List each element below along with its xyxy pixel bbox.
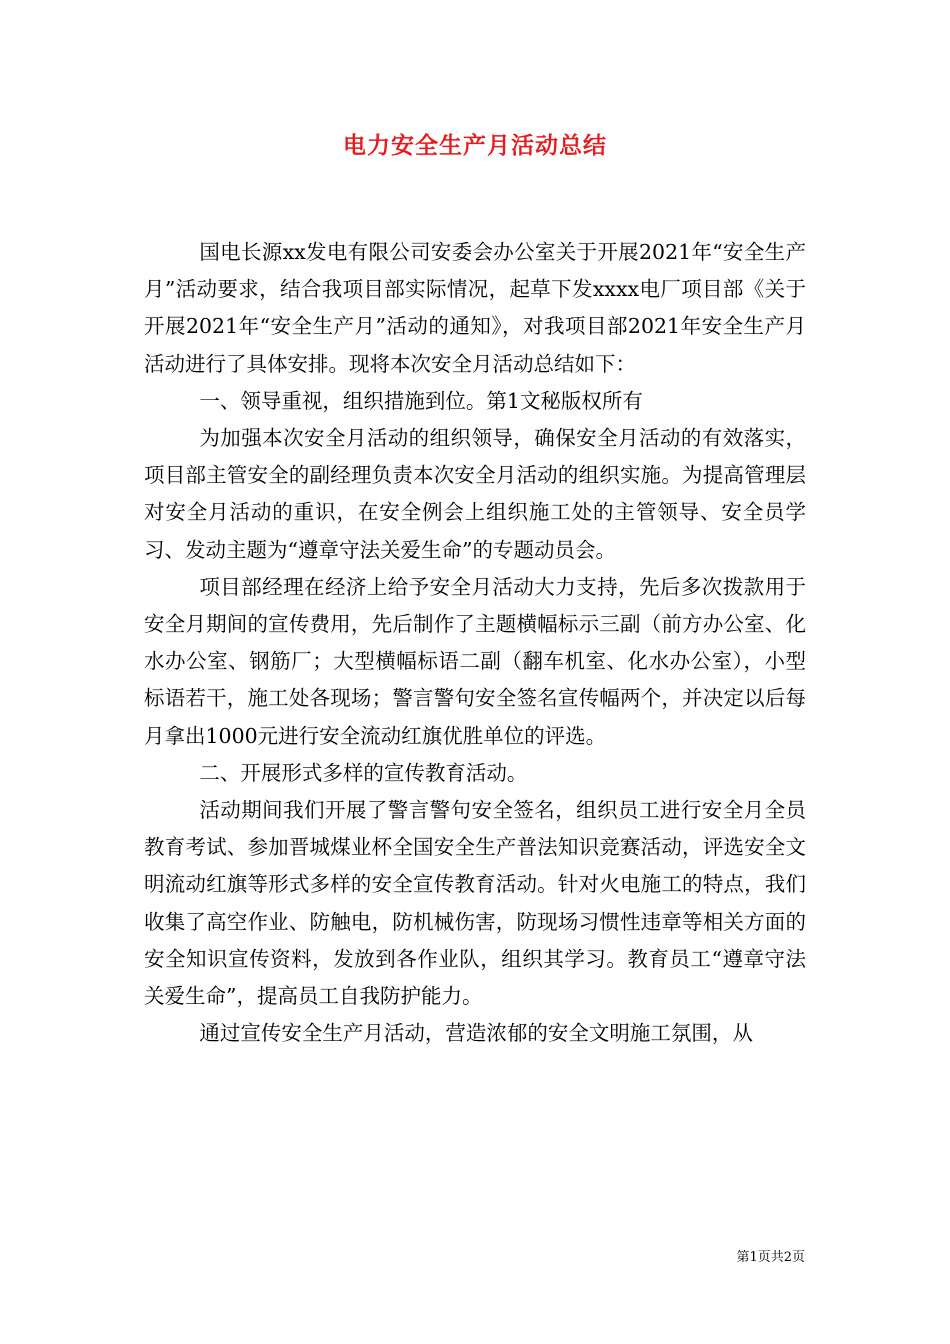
paragraph-funding: 项目部经理在经济上给予安全月活动大力支持，先后多次拨款用于安全月期间的宣传费用，先后制作了主题横幅标示三副（前方办公室、化水办公室、钢筋厂；大型横幅标语二副（翻车机室、化水办公室），小型标语若干，施工处各现场；警言警句安全签名宣传幅两个，并决定以后每月拿出1000元进行安全流动红旗优胜单位的评选。 [144, 574, 806, 748]
section-heading-leadership: 一、领导重视，组织措施到位。第1文秘版权所有 [199, 388, 643, 413]
paragraph-organization: 为加强本次安全月活动的组织领导，确保安全月活动的有效落实，项目部主管安全的副经理负责本次安全月活动的组织实施。为提高管理层对安全月活动的重识，在安全例会上组织施工处的主管领导、安全员学习、发动主题为“遵章守法关爱生命”的专题动员会。 [144, 426, 806, 562]
section-heading-education: 二、开展形式多样的宣传教育活动。 [199, 760, 528, 785]
document-body [144, 234, 806, 1052]
paragraph-continued: 通过宣传安全生产月活动，营造浓郁的安全文明施工氛围，从 [199, 1021, 753, 1046]
page-number: 第1页共2页 [736, 1250, 805, 1265]
paragraph-intro: 国电长源xx发电有限公司安委会办公室关于开展2021年“安全生产月”活动要求，结合我项目部实际情况，起草下发xxxx电厂项目部《关于开展2021年“安全生产月”活动的通知》，对我项目部2021年安全生产月活动进行了具体安排。现将本次安全月活动总结如下： [144, 240, 806, 376]
paragraph-activities: 活动期间我们开展了警言警句安全签名，组织员工进行安全月全员教育考试、参加晋城煤业杯全国安全生产普法知识竞赛活动，评选安全文明流动红旗等形式多样的安全宣传教育活动。针对火电施工的特点，我们收集了高空作业、防触电，防机械伤害，防现场习惯性违章等相关方面的安全知识宣传资料，发放到各作业队，组织其学习。教育员工“遵章守法关爱生命”，提高员工自我防护能力。 [144, 798, 806, 1009]
document-title: 电力安全生产月活动总结 [343, 132, 607, 159]
